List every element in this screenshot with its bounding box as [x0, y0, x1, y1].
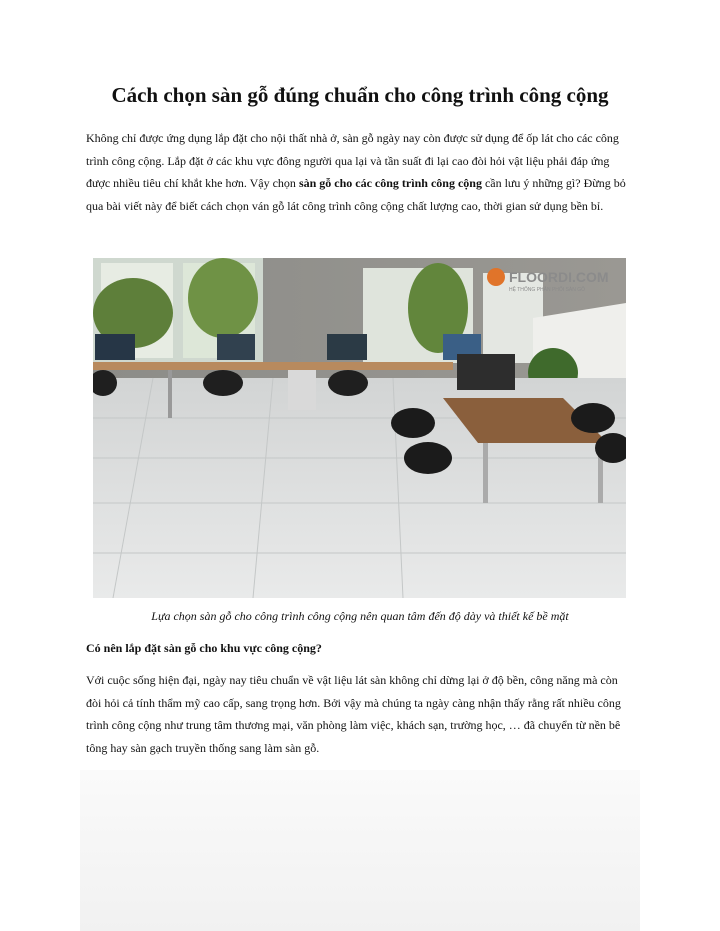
- floordi-logo-icon: [487, 268, 505, 286]
- office-floor-photo: [93, 258, 626, 598]
- page-title: Cách chọn sàn gỗ đúng chuẩn cho công trình công cộng: [111, 83, 609, 107]
- logo-tagline: HỆ THỐNG PHÂN PHỐI SÀN GỖ: [509, 287, 586, 293]
- photo-caption: Lựa chọn sàn gỗ cho công trình công cộng nên quan tâm đến độ dày và thiết kế bề mặt: [151, 609, 569, 623]
- page-bottom-shade: [80, 770, 640, 931]
- intro-paragraph: [86, 127, 636, 218]
- intro-text-before: Không chỉ được ứng dụng lắp đặt cho nội thất nhà ở, sàn gỗ ngày nay còn được sử dụng để ốp lát cho các công trình công cộng. Lắp đặt ở các khu vực đông người qua lại và tần suất đi lại cao đòi hỏi vật liệu phải đáp ứng được nhiều tiêu chí khắt khe hơn. Vậy chọn: [86, 131, 619, 191]
- section-body: Với cuộc sống hiện đại, ngày nay tiêu chuẩn về vật liệu lát sàn không chỉ dừng lại ở độ bền, công năng mà còn đòi hỏi cả tính thẩm mỹ cao cấp, sang trọng hơn. Bởi vậy mà chúng ta ngày càng nhận thấy rằng rất nhiều công trình công cộng như trung tâm thương mại, văn phòng làm việc, khách sạn, trường học, … đã chuyển từ nền bê tông hay sàn gạch truyền thống sang làm sàn gỗ.: [86, 673, 621, 756]
- intro-text-after: cần lưu ý những gì? Đừng bỏ qua bài viết này để biết cách chọn ván gỗ lát công trình công cộng chất lượng cao, thời gian sử dụng bền bỉ.: [86, 176, 626, 214]
- intro-keyword-link: sàn gỗ cho các công trình công cộng: [298, 176, 482, 191]
- section-heading: Có nên lắp đặt sàn gỗ cho khu vực công cộng?: [86, 641, 322, 655]
- logo-text: FLOORDI.COM: [509, 269, 609, 285]
